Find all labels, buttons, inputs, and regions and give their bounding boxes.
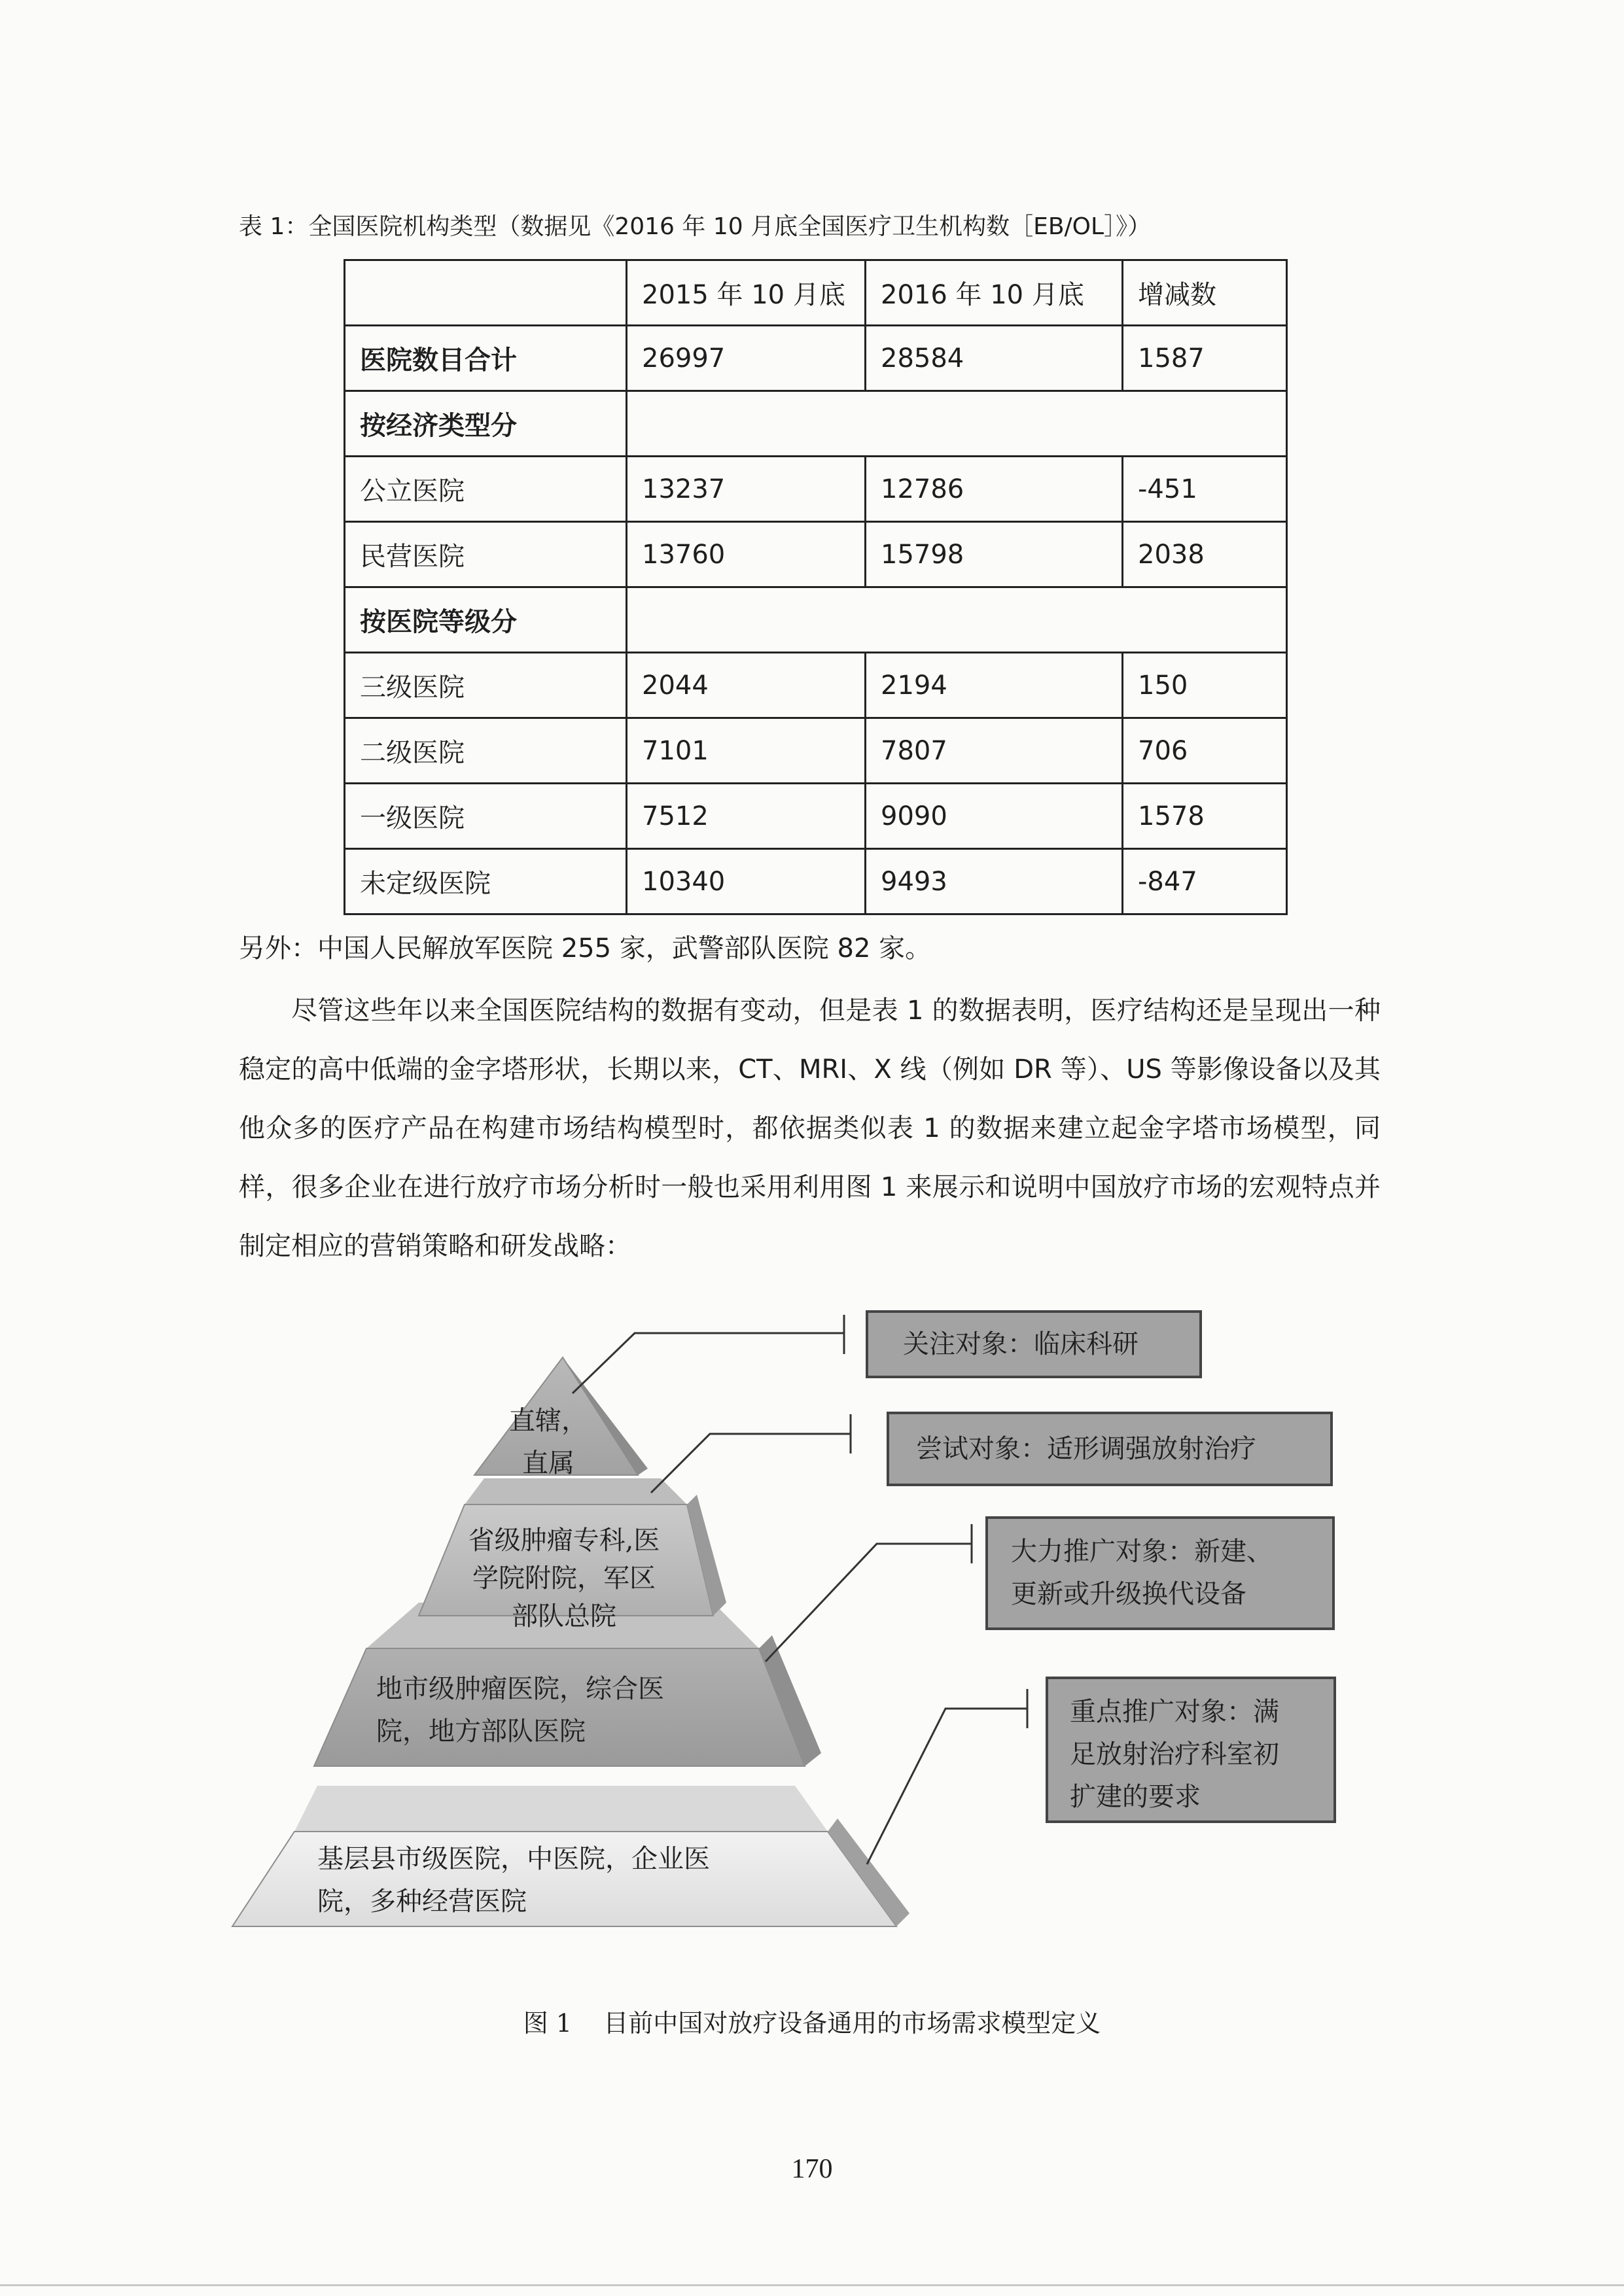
table-cell: 增减数 [1123,260,1287,326]
table-cell: 13760 [627,522,866,587]
callout-label-4: 足放射治疗科室初 [1070,1739,1279,1769]
table-cell: 150 [1123,653,1287,718]
pyramid-label-2: 省级肿瘤专科,医 [468,1525,660,1556]
table-cell: 7101 [627,718,866,784]
table-cell: 民营医院 [345,522,627,587]
table-cell: -451 [1123,457,1287,522]
pyramid-label-3: 院，地方部队医院 [376,1716,586,1747]
connector-4 [867,1709,1027,1864]
table-cell: 按经济类型分 [345,391,627,457]
callout-label-1: 关注对象：临床科研 [903,1329,1139,1359]
table-cell: 7807 [866,718,1123,784]
table-cell: 医院数目合计 [345,326,627,391]
table-cell: 2038 [1123,522,1287,587]
table-cell: 2194 [866,653,1123,718]
table-cell: 9090 [866,784,1123,849]
table-cell: 9493 [866,849,1123,914]
table-cell: 15798 [866,522,1123,587]
table-cell: 2016 年 10 月底 [866,260,1123,326]
table-cell: -847 [1123,849,1287,914]
table-cell: 2044 [627,653,866,718]
pyramid-label-2: 学院附院，军区 [472,1563,656,1593]
callout-label-2: 尝试对象：适形调强放射治疗 [916,1434,1256,1464]
pyramid-label-4: 院，多种经营医院 [317,1887,527,1917]
table-cell: 12786 [866,457,1123,522]
table-cell: 二级医院 [345,718,627,784]
callout-label-4: 扩建的要求 [1070,1782,1201,1812]
connector-3 [766,1544,972,1661]
pyramid-tier-2-front [419,1505,713,1616]
connector-1 [573,1333,844,1393]
pyramid-label-2: 部队总院 [512,1601,616,1631]
table-cell: 13237 [627,457,866,522]
pyramid-label-4: 基层县市级医院，中医院，企业医 [317,1844,710,1874]
pyramid-tier-3-front [314,1648,805,1766]
table-cell: 26997 [627,326,866,391]
callout-box-3 [987,1518,1333,1629]
footer-rule [0,2284,1624,2286]
table-cell: 1578 [1123,784,1287,849]
table-cell: 未定级医院 [345,849,627,914]
pyramid-label-1: 直属 [522,1448,574,1478]
callout-label-4: 重点推广对象：满 [1070,1697,1279,1727]
table-cell: 2015 年 10 月底 [627,260,866,326]
body-paragraph: 尽管这些年以来全国医院结构的数据有变动，但是表 1 的数据表明，医疗结构还是呈现出一种稳定的高中低端的金字塔形状，长期以来，CT、MRI、X 线（例如 DR 等）、US 等影像设备以及其他众多的医疗产品在构建市场结构模型时，都依据类似表 1 的数据来建立起金字塔市场模型，同样，很多企业在进行放疗市场分析时一般也采用利用图 1 来展示和说明中国放疗市场的宏观特点并制定相应的营销策略和研发战略： [239,996,1381,1261]
table-cell: 28584 [866,326,1123,391]
table-cell: 706 [1123,718,1287,784]
figure-caption: 图 1 目前中国对放疗设备通用的市场需求模型定义 [523,2009,1101,2038]
table-cell: 10340 [627,849,866,914]
callout-label-3: 大力推广对象：新建、 [1011,1537,1273,1567]
pyramid-label-3: 地市级肿瘤医院，综合医 [376,1674,664,1704]
page-number: 170 [791,2154,833,2184]
table-cell: 按医院等级分 [345,587,627,653]
callout-label-3: 更新或升级换代设备 [1011,1579,1246,1609]
table-cell: 7512 [627,784,866,849]
table-cell: 公立医院 [345,457,627,522]
table-cell: 一级医院 [345,784,627,849]
table-cell: 三级医院 [345,653,627,718]
pyramid-tier-4-top [294,1786,828,1832]
note-text: 另外：中国人民解放军医院 255 家，武警部队医院 82 家。 [239,933,932,964]
connector-2 [651,1434,851,1493]
pyramid-label-1: 直辖， [509,1406,588,1436]
table-caption: 表 1：全国医院机构类型（数据见《2016 年 10 月底全国医疗卫生机构数［EB/OL］》） [239,213,1152,240]
table-cell: 1587 [1123,326,1287,391]
